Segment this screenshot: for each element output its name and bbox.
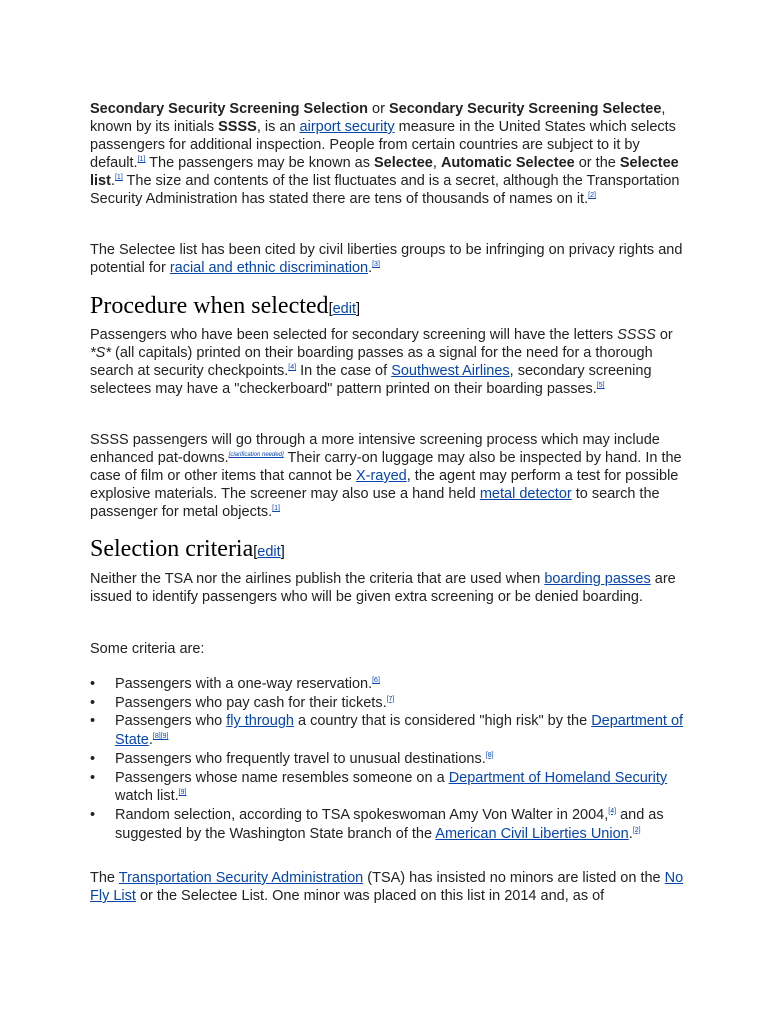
text: are issued to identify passengers who will be given extra screening or be denied boarding. [90, 571, 676, 605]
text: The size and contents of the list fluctuates and is a secret, although the Transportation Security Administration has stated there are tens of thousands of names on it. [90, 173, 680, 207]
text: . [628, 825, 633, 842]
list-item [90, 712, 690, 749]
edit-section-link[interactable]: edit [332, 301, 356, 317]
text: In the case of [296, 363, 392, 379]
edit-section-bracket [329, 301, 360, 317]
text: , [432, 155, 441, 171]
text: . [110, 173, 115, 189]
citation-link[interactable]: [4] [608, 807, 617, 815]
text: watch list. [115, 788, 179, 805]
list-item [90, 806, 690, 843]
text: Passengers who pay cash for their tickets. [115, 694, 387, 711]
x-rayed-link[interactable]: X-rayed [355, 468, 407, 484]
citation-link[interactable]: [1] [137, 156, 146, 163]
citation-link[interactable]: [6] [372, 677, 380, 684]
section-heading-criteria [90, 534, 690, 567]
citation-link[interactable]: [2] [632, 826, 641, 834]
text: Random selection, according to TSA spokeswoman Amy Von Walter in 2004, [115, 806, 609, 823]
citation-link[interactable]: [1] [114, 174, 123, 181]
procedure-paragraph [90, 326, 690, 398]
bracket: [ [253, 544, 258, 560]
citation-link[interactable]: [8] [485, 751, 494, 759]
list-item [90, 769, 690, 806]
text: Passengers whose name resembles someone on a [115, 769, 449, 786]
text: Neither the TSA nor the airlines publish the criteria that are used when [90, 571, 545, 587]
text: or [655, 327, 673, 343]
text: . [368, 260, 373, 276]
screening-process-paragraph [90, 431, 690, 521]
text: Passengers who have been selected for secondary screening will have the letters [90, 327, 618, 343]
text: a country that is considered "high risk" by the [293, 713, 592, 730]
citation-link[interactable]: [4] [288, 364, 297, 371]
text: . [148, 732, 153, 749]
citation-link[interactable]: [2] [588, 192, 596, 199]
heading-text: Selection criteria [90, 536, 254, 562]
term-bold: Secondary Security Screening Selectee [388, 101, 662, 117]
list-item [90, 694, 690, 713]
list-item [90, 675, 690, 694]
italic-text: SSSS [617, 327, 656, 343]
text: to search the passenger for metal objects. [90, 486, 660, 520]
minors-paragraph [90, 869, 690, 905]
text: and as suggested by the Washington State branch of the [115, 806, 664, 842]
term-bold: SSSS [218, 119, 257, 135]
citation-link[interactable]: [8][9] [152, 733, 169, 741]
aclu-link[interactable]: American Civil Liberties Union [435, 825, 629, 842]
text: , the agent may perform a test for possible explosive materials. The screener may also use a hand held [90, 468, 679, 502]
text: Passengers who frequently travel to unusual destinations. [115, 750, 486, 767]
text: Their carry-on luggage may also be inspected by hand. In the case of film or other items that cannot be [90, 450, 682, 484]
text: The passengers may be known as [145, 155, 375, 171]
text: or the [574, 155, 620, 171]
text: (TSA) has insisted no minors are listed on the [363, 870, 665, 886]
text: The Selectee list has been cited by civil liberties groups to be infringing on privacy rights and potential for [90, 242, 683, 276]
bracket: ] [280, 544, 285, 560]
airport-security-link[interactable]: airport security [299, 119, 395, 135]
citation-link[interactable]: [7] [386, 695, 395, 703]
criteria-intro-paragraph [90, 570, 690, 606]
list-item [90, 750, 690, 769]
term-bold: Secondary Security Screening Selection [90, 101, 369, 117]
citation-link[interactable]: [3] [372, 261, 380, 268]
homeland-security-link[interactable]: Department of Homeland Security [448, 769, 668, 786]
heading-text: Procedure when selected [90, 293, 329, 319]
intro-paragraph [90, 100, 690, 208]
italic-text: *S* [90, 345, 111, 361]
text: , secondary screening selectees may have a "checkerboard" pattern printed on their boarding passes. [90, 363, 652, 397]
text: The [90, 870, 119, 886]
text: measure in the United States which selects passengers for additional inspection. People from certain countries are subject to it by default. [90, 119, 676, 171]
text: , is an [256, 119, 300, 135]
clarification-needed-link[interactable]: [clarification needed] [228, 452, 284, 458]
civil-liberties-paragraph [90, 241, 690, 277]
bracket: [ [328, 301, 333, 317]
bracket: ] [355, 301, 361, 317]
section-heading-procedure [90, 291, 690, 324]
term-bold: Selectee [374, 155, 433, 171]
metal-detector-link[interactable]: metal detector [479, 486, 572, 502]
department-of-state-link[interactable]: Department of State [115, 713, 684, 749]
citation-link[interactable]: [1] [272, 505, 280, 512]
text: Passengers with a one-way reservation. [115, 676, 373, 692]
boarding-passes-link[interactable]: boarding passes [544, 571, 651, 587]
text: or the Selectee List. One minor was placed on this list in 2014 and, as of [135, 888, 605, 904]
edit-section-link[interactable]: edit [257, 544, 281, 560]
term-bold: Automatic Selectee [440, 155, 575, 171]
edit-section-bracket [253, 544, 284, 560]
term-bold: Selectee list [90, 155, 679, 189]
fly-through-link[interactable]: fly through [226, 713, 294, 730]
text: (all capitals) printed on their boarding passes as a signal for the need for a thorough search at security checkpoints. [90, 345, 653, 379]
text: SSSS passengers will go through a more intensive screening process which may include enhanced pat-downs. [90, 432, 660, 466]
text: , known by its initials [90, 101, 666, 135]
southwest-airlines-link[interactable]: Southwest Airlines [391, 363, 510, 379]
no-fly-list-link[interactable]: No Fly List [90, 870, 684, 904]
some-criteria-label: Some criteria are: [90, 641, 205, 657]
text: or [368, 101, 389, 117]
tsa-link[interactable]: Transportation Security Administration [118, 870, 364, 886]
racial-discrimination-link[interactable]: racial and ethnic discrimination [169, 260, 369, 276]
citation-link[interactable]: [5] [596, 382, 605, 389]
criteria-list [90, 675, 690, 843]
text: Passengers who [115, 713, 227, 730]
citation-link[interactable]: [9] [178, 789, 187, 797]
